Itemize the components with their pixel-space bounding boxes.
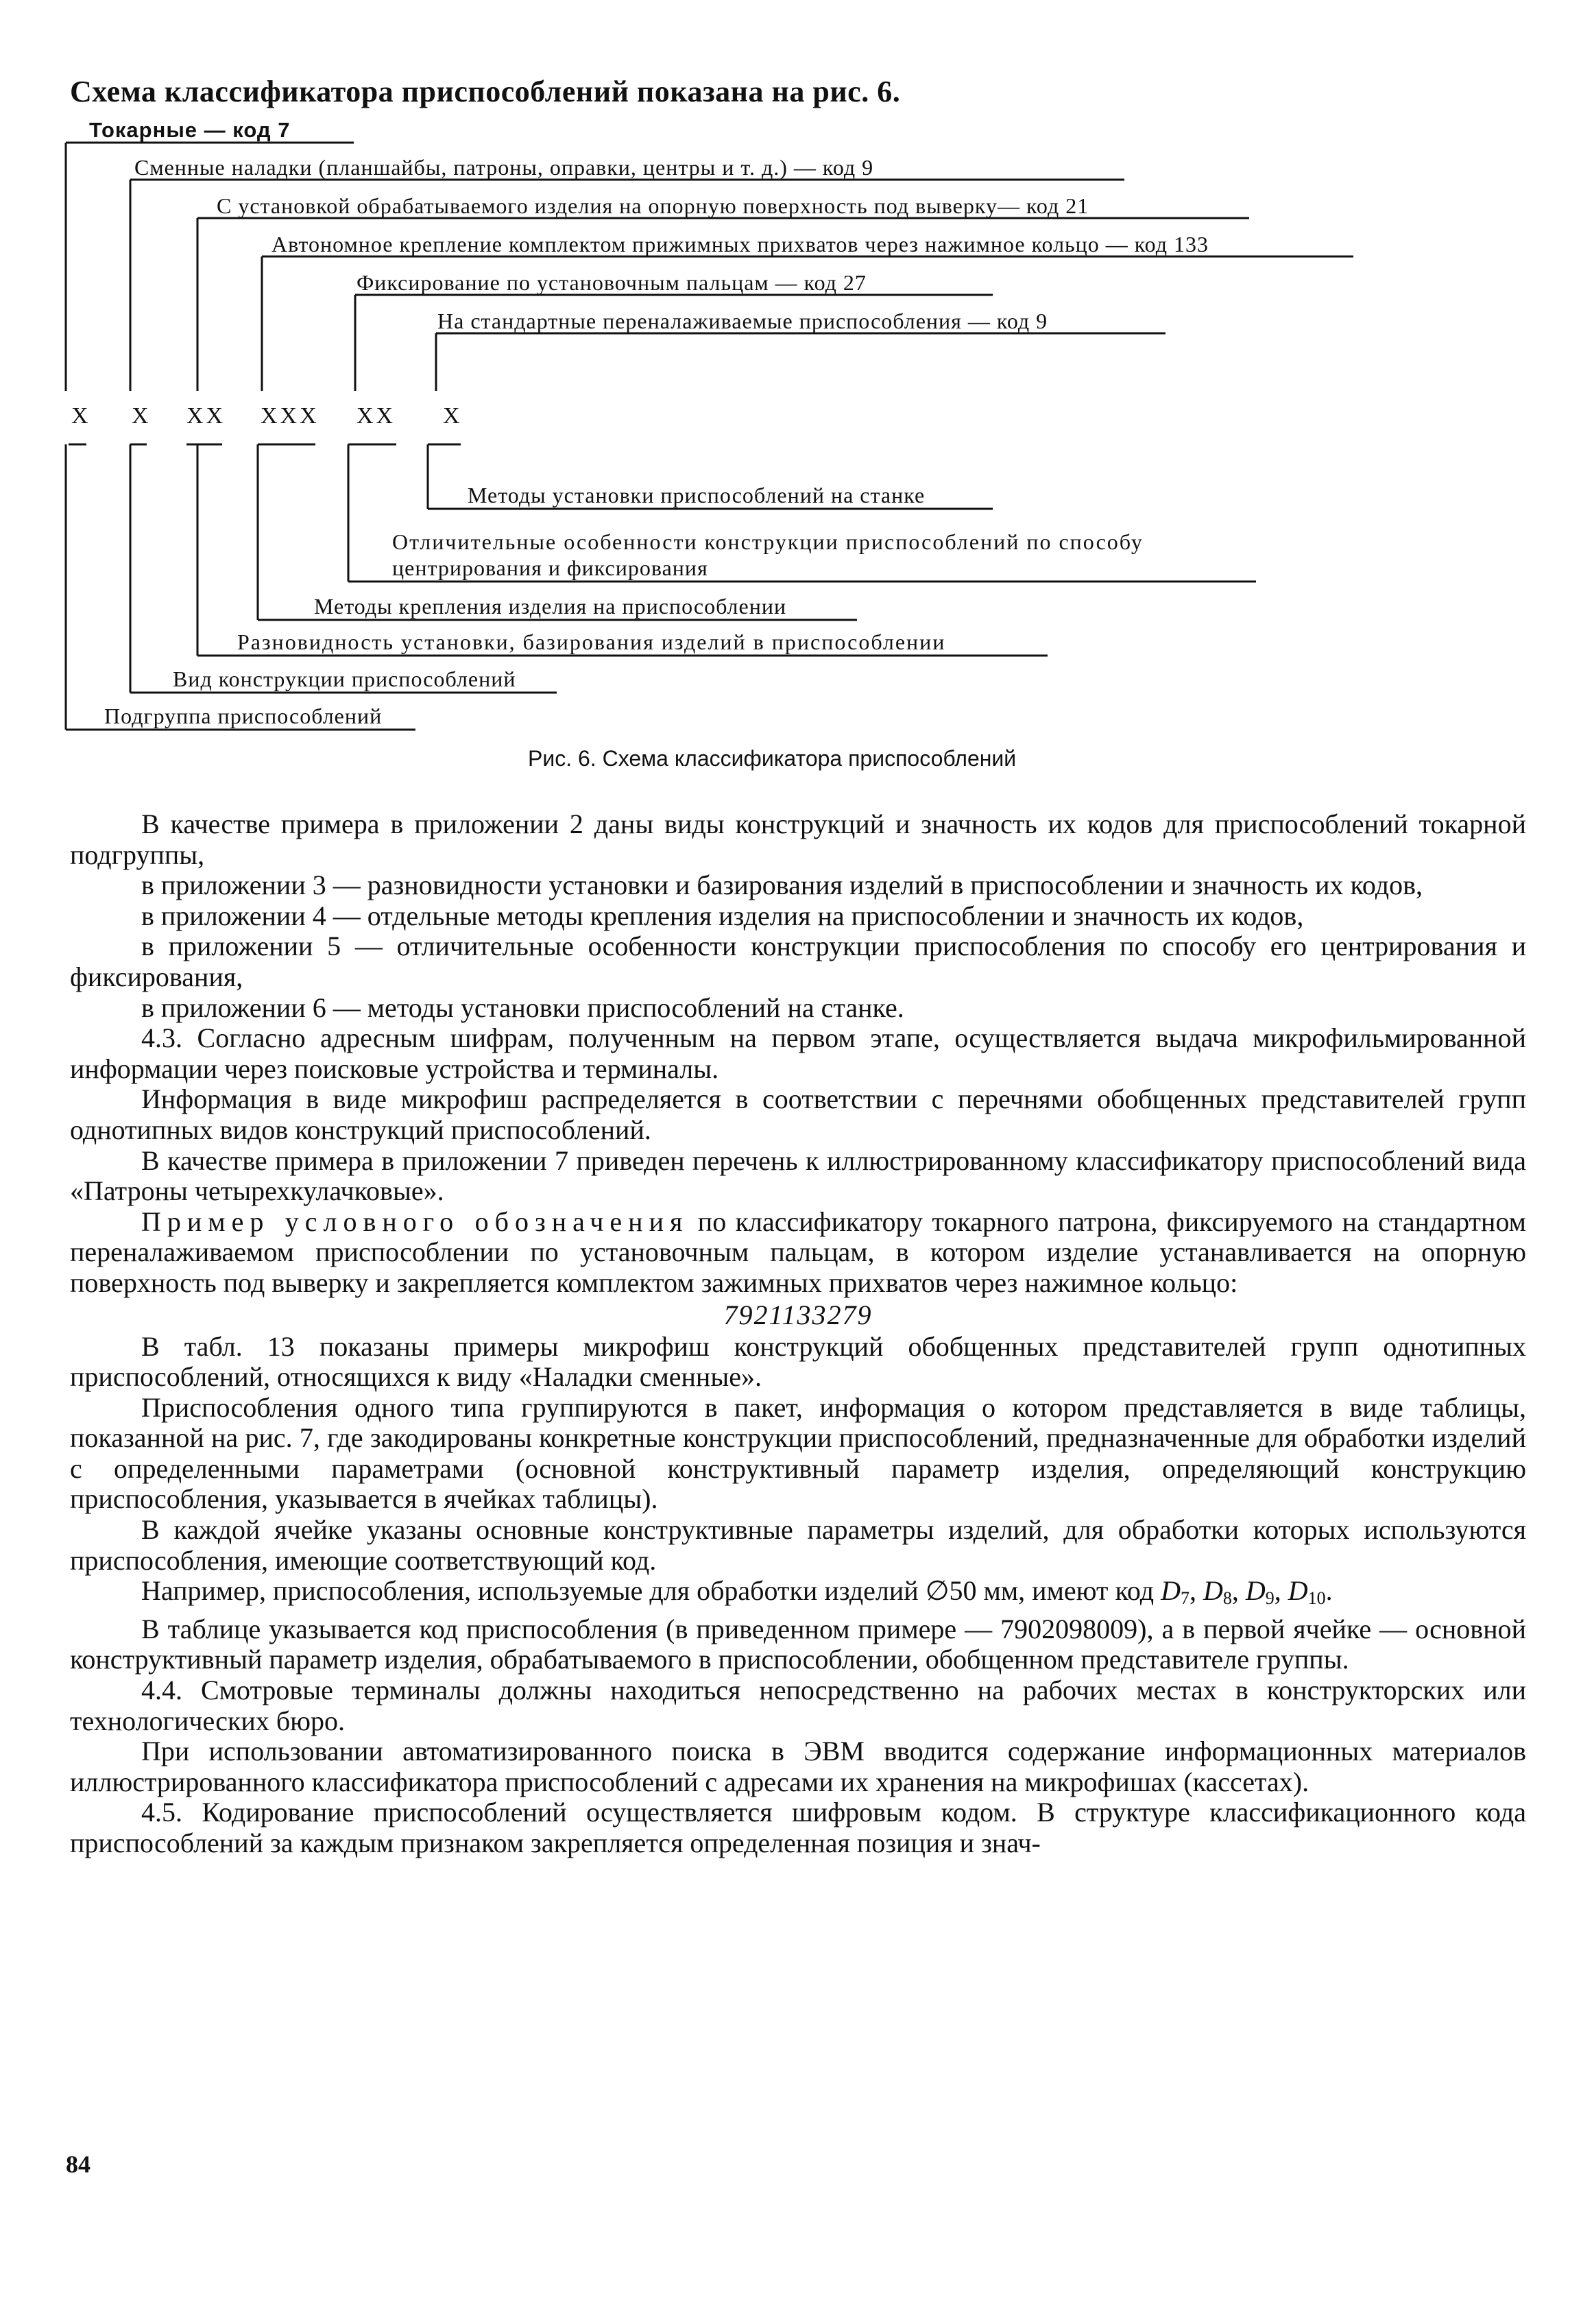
page-number: 84 [66,2151,90,2178]
paragraph: 4.5. Кодирование приспособлений осуществляется шифровым кодом. В структуре классификационного кода приспособлений за каждым признаком закрепляется определенная позиция и знач- [70,1797,1526,1858]
diagram-label-centering: центрирования и фиксирования [392,555,708,580]
paragraph: В таблице указывается код приспособления (в приведенном примере — 7902098009), а в первой ячейке — основной конструктивный параметр изделия, обрабатываемого в приспособлении, обобщенном представителе группы. [70,1613,1526,1675]
code-position-1: X [71,403,91,429]
code-letter: D [1245,1575,1266,1607]
code-subscript: 7 [1180,1588,1190,1609]
paragraph: в приложении 5 — отличительные особенности конструкции приспособления по способу его центрирования и фиксирования, [70,931,1526,992]
figure-caption: Рис. 6. Схема классификатора приспособлений [528,746,1017,771]
paragraph: В табл. 13 показаны примеры микрофиш конструкций обобщенных представителей групп однотипных приспособлений, относящихся к виду «Наладки сменные». [70,1330,1526,1393]
code-position-3: XX [186,403,226,429]
paragraph: Приспособления одного типа группируются в пакет, информация о котором представляется в виде таблицы, показанной на рис. 7, где закодированы конкретные конструкции приспособлений, предназначенные для обработки изделий с определенными параметрами (основной конструктивный параметр изделия, определяющий конструкцию приспособления, указывается в ячейках таблицы). [70,1391,1526,1515]
diagram-label-standard: На стандартные переналаживаемые приспособления — код 9 [437,309,1048,333]
paragraph: При использовании автоматизированного поиска в ЭВМ вводится содержание информационных материалов иллюстрированного классификатора приспособлений с адресами их хранения на микрофишах (кассетах). [70,1736,1526,1797]
paragraph-example [70,1207,1526,1299]
code-letter: D [1203,1575,1223,1607]
paragraph-rest: по классификатору токарного патрона, фиксируемого на стандартном переналаживаемом приспособлении по установочным пальцам, в котором изделие устанавливается на опорную поверхность под выверку и закрепляется комплектом зажимных прихватов через нажимное кольцо: [70,1206,1526,1298]
diagram-label-installation: С установкой обрабатываемого изделия на опорную поверхность под выверку— код 21 [217,193,1089,218]
spaced-phrase: Пример условного обозначения [141,1206,689,1237]
diagram-label-subgroup: Подгруппа приспособлений [104,704,383,728]
classifier-scheme-lines [0,0,1594,782]
diagram-label-variety: Разновидность установки, базирования изделий в приспособлении [237,630,946,654]
code-position-2: X [132,403,152,429]
code-position-4: XXX [261,403,319,429]
diagram-label-construction-type: Вид конструкции приспособлений [173,667,516,691]
paragraph: 4.3. Согласно адресным шифрам, полученным на первом этапе, осуществляется выдача микрофильмированной информации через поисковые устройства и терминалы. [70,1022,1526,1084]
paragraph: 4.4. Смотровые терминалы должны находиться непосредственно на рабочих местах в конструкторских или технологических бюро. [70,1675,1526,1736]
diagram-label-fastening-methods: Методы крепления изделия на приспособлении [314,594,787,619]
section-heading: Схема классификатора приспособлений показана на рис. 6. [70,75,901,108]
paragraph: Информация в виде микрофиш распределяется в соответствии с перечнями обобщенных представителей групп однотипных видов конструкций приспособлений. [70,1083,1526,1145]
paragraph: В качестве примера в приложении 2 даны виды конструкций и значность их кодов для приспособлений токарной подгруппы, [70,808,1526,870]
code-subscript: 9 [1265,1588,1275,1609]
diagram-label-turning: Токарные — код 7 [89,118,291,142]
code-subscript: 10 [1307,1588,1326,1609]
code-letter: D [1161,1575,1181,1607]
code-subscript: 8 [1222,1588,1232,1609]
diagram-label-interchangeable: Сменные наладки (планшайбы, патроны, оправки, центры и т. д.) — код 9 [134,155,874,180]
paragraph: в приложении 4 — отдельные методы крепления изделия на приспособлении и значность их кодов, [141,900,1304,931]
paragraph: В качестве примера в приложении 7 приведен перечень к иллюстрированному классификатору приспособлений вида «Патроны четырехкулачковые». [70,1145,1526,1207]
body-text [70,809,1526,1859]
diagram-label-fixing: Фиксирование по установочным пальцам — код 27 [357,270,867,295]
diagram-label-installation-methods: Методы установки приспособлений на станке [468,483,926,507]
code-position-5: XX [357,403,396,429]
paragraph: в приложении 6 — методы установки приспособлений на станке. [141,992,904,1023]
diagram-label-distinctive-features: Отличительные особенности конструкции приспособлений по способу [392,529,1144,554]
paragraph: В каждой ячейке указаны основные конструктивные параметры изделий, для обработки которых используются приспособления, имеющие соответствующий код. [70,1514,1526,1576]
diagram-label-fastening: Автономное крепление комплектом прижимных прихватов через нажимное кольцо — код 133 [271,232,1209,256]
paragraph-text: Например, приспособления, используемые для обработки изделий ∅50 мм, имеют код [141,1575,1161,1607]
code-letter: D [1288,1575,1308,1607]
paragraph: в приложении 3 — разновидности установки и базирования изделий в приспособлении и значность их кодов, [141,870,1423,901]
example-code: 7921133279 [723,1299,873,1330]
paragraph-codes: Например, приспособления, используемые для обработки изделий ∅50 мм, имеют код $D_7$, $D_8$, $D_9$, $D_{10}$. [141,1575,1333,1609]
classifier-scheme-diagram [0,0,1594,782]
code-position-6: X [443,403,463,429]
